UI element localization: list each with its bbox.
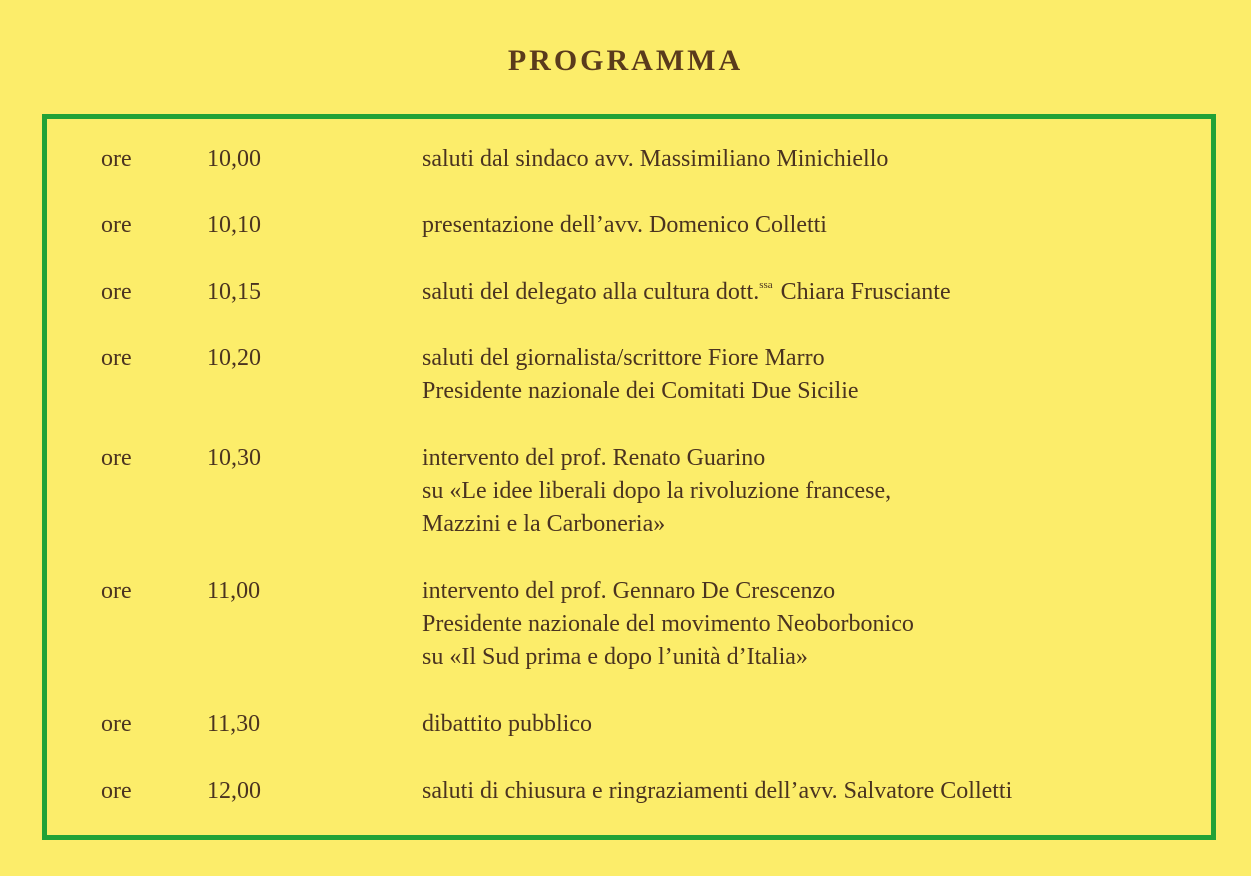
ore-label: ore bbox=[101, 345, 132, 371]
event-line: saluti di chiusura e ringraziamenti dell’avv. Salvatore Colletti bbox=[422, 778, 1013, 804]
time-label: 11,00 bbox=[207, 578, 261, 604]
event-line: presentazione dell’avv. Domenico Colletti bbox=[422, 212, 827, 238]
event-description bbox=[422, 342, 859, 408]
event-description bbox=[422, 209, 827, 242]
time-label: 10,00 bbox=[207, 146, 261, 172]
event-line: intervento del prof. Renato Guarino bbox=[422, 445, 766, 471]
ore-label: ore bbox=[101, 578, 132, 604]
event-description bbox=[422, 708, 592, 741]
time-label: 10,15 bbox=[207, 279, 261, 305]
event-line: Mazzini e la Carboneria» bbox=[422, 511, 666, 537]
event-line: su «Le idee liberali dopo la rivoluzione francese, bbox=[422, 478, 892, 504]
ore-label: ore bbox=[101, 778, 132, 804]
event-line: saluti dal sindaco avv. Massimiliano Minichiello bbox=[422, 146, 889, 172]
time-label: 10,10 bbox=[207, 212, 261, 238]
event-description bbox=[422, 143, 888, 176]
event-line: Presidente nazionale dei Comitati Due Sicilie bbox=[422, 378, 859, 404]
ore-label: ore bbox=[101, 212, 132, 238]
event-line-text: saluti del delegato alla cultura dott. bbox=[422, 279, 760, 305]
time-label: 10,20 bbox=[207, 345, 261, 371]
event-line: intervento del prof. Gennaro De Crescenzo bbox=[422, 578, 836, 604]
event-line: Presidente nazionale del movimento Neoborbonico bbox=[422, 611, 914, 637]
superscript-abbreviation: ssa bbox=[759, 279, 773, 291]
page-title: PROGRAMMA bbox=[507, 44, 744, 77]
event-description bbox=[422, 775, 1012, 808]
event-description bbox=[422, 575, 914, 674]
time-label: 11,30 bbox=[207, 711, 261, 737]
event-line: dibattito pubblico bbox=[422, 711, 592, 737]
ore-label: ore bbox=[101, 711, 132, 737]
event-line-text: Chiara Frusciante bbox=[780, 279, 951, 305]
ore-label: ore bbox=[101, 279, 132, 305]
ore-label: ore bbox=[101, 146, 132, 172]
event-description bbox=[422, 276, 951, 309]
event-line: saluti del giornalista/scrittore Fiore Marro bbox=[422, 345, 825, 371]
time-label: 12,00 bbox=[207, 778, 261, 804]
event-line bbox=[422, 276, 951, 309]
time-label: 10,30 bbox=[207, 445, 261, 471]
event-line: su «Il Sud prima e dopo l’unità d’Italia» bbox=[422, 644, 808, 670]
program-frame bbox=[42, 114, 1216, 840]
event-description bbox=[422, 442, 891, 541]
ore-label: ore bbox=[101, 445, 132, 471]
